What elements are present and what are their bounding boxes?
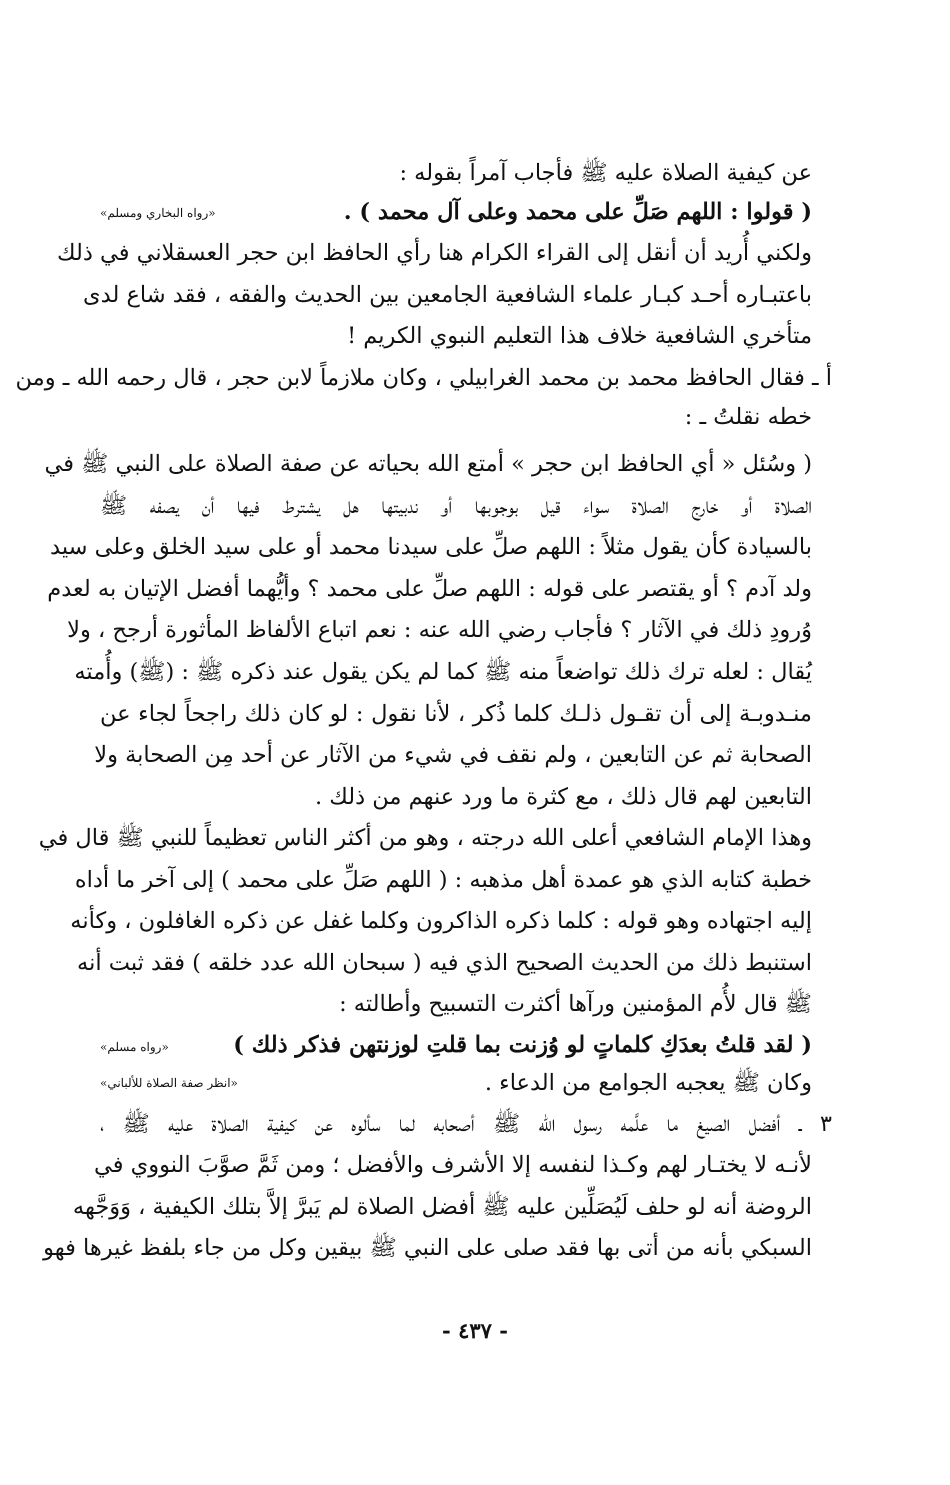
text-line-6: أ ـ فقال الحافظ محمد بن محمد الغرابيلي ، وكان ملازماً لابن حجر ، قال رحمه الله ـ ومن bbox=[15, 365, 832, 391]
text-line-20: استنبط ذلك من الحديث الصحيح الذي فيه ( سبحان الله عدد خلقه ) فقد ثبت أنه bbox=[77, 950, 812, 976]
text-line-10: بالسيادة كأن يقول مثلاً : اللهم صلِّ على سيدنا محمد أو على سيد الخلق وعلى سيد bbox=[50, 534, 812, 560]
text-line-4: باعتبـاره أحـد كبـار علماء الشافعية الجامعين بين الحديث والفقه ، فقد شاع لدى bbox=[83, 282, 812, 308]
source-reference-albani: «انظر صفة الصلاة للألباني» bbox=[100, 1076, 238, 1090]
source-reference-muslim: «رواه مسلم» bbox=[100, 1040, 169, 1054]
text-line-24: ٣ ـ أفضل الصيغ ما علَّمه رسول الله ﷺ أصحابه لما سألوه عن كيفية الصلاة عليه ﷺ ، bbox=[100, 1111, 832, 1137]
text-line-1: عن كيفية الصلاة عليه ﷺ فأجاب آمراً بقوله : bbox=[399, 160, 812, 186]
text-line-13: يُقال : لعله ترك ذلك تواضعاً منه ﷺ كما لم يكن يقول عند ذكره ﷺ : (ﷺ) وأُمته bbox=[74, 659, 812, 685]
text-line-17: وهذا الإمام الشافعي أعلى الله درجته ، وهو من أكثر الناس تعظيماً للنبي ﷺ قال في bbox=[38, 825, 812, 851]
source-reference-bukhari-muslim: «رواه البخاري ومسلم» bbox=[100, 206, 216, 220]
hadith-quote-line-2: ( لقد قلتُ بعدَكِ كلماتٍ لو وُزنت بما قلتِ لوزنتهن فذكر ذلك ) bbox=[233, 1032, 812, 1058]
text-line-23: وكان ﷺ يعجبه الجوامع من الدعاء . bbox=[484, 1070, 812, 1096]
text-line-16: التابعين لهم قال ذلك ، مع كثرة ما ورد عنهم من ذلك . bbox=[315, 784, 812, 810]
text-line-3: ولكني أُريد أن أنقل إلى القراء الكرام هنا رأي الحافظ ابن حجر العسقلاني في ذلك bbox=[57, 240, 812, 266]
text-line-19: إليه اجتهاده وهو قوله : كلما ذكره الذاكرون وكلما غفل عن ذكره الغافلون ، وكأنه bbox=[70, 908, 812, 934]
text-line-9: الصلاة أو خارج الصلاة سواء قيل بوجوبها أو ندبيتها هل يشترط فيها أن يصفه ﷺ bbox=[100, 493, 812, 519]
text-line-14: منـدوبـة إلى أن تقـول ذلـك كلما ذُكر ، لأنا نقول : لو كان ذلك راجحاً لجاء عن bbox=[100, 701, 812, 727]
text-line-11: ولد آدم ؟ أو يقتصر على قوله : اللهم صلِّ على محمد ؟ وأيُّهما أفضل الإتيان به لعدم bbox=[47, 576, 812, 602]
text-line-5: متأخري الشافعية خلاف هذا التعليم النبوي الكريم ! bbox=[347, 323, 812, 349]
text-line-7: خطه نقلتُ ـ : bbox=[684, 404, 812, 430]
text-line-12: وُرودِ ذلك في الآثار ؟ فأجاب رضي الله عنه : نعم اتباع الألفاظ المأثورة أرجح ، ولا bbox=[67, 617, 812, 643]
text-line-26: الروضة أنه لو حلف لَيُصَلِّين عليه ﷺ أفضل الصلاة لم يَبرَّ إلاَّ بتلك الكيفية ، وَوَجَّهه bbox=[72, 1194, 812, 1220]
text-line-27: السبكي بأنه من أتى بها فقد صلى على النبي ﷺ بيقين وكل من جاء بلفظ غيرها فهو bbox=[43, 1235, 812, 1261]
text-line-18: خطبة كتابه الذي هو عمدة أهل مذهبه : ( اللهم صَلِّ على محمد ) إلى آخر ما أداه bbox=[74, 867, 812, 893]
text-line-8: ( وسُئل « أي الحافظ ابن حجر » أمتع الله بحياته عن صفة الصلاة على النبي ﷺ في bbox=[44, 451, 812, 477]
text-line-21: ﷺ قال لأُم المؤمنين ورآها أكثرت التسبيح وأطالته : bbox=[339, 991, 812, 1017]
text-line-25: لأنـه لا يختـار لهم وكـذا لنفسه إلا الأشرف والأفضل ؛ ومن ثَمَّ صوَّبَ النووي في bbox=[93, 1152, 812, 1178]
text-line-15: الصحابة ثم عن التابعين ، ولم نقف في شيء من الآثار عن أحد مِن الصحابة ولا bbox=[94, 742, 812, 768]
page-number: - ٤٣٧ - bbox=[442, 1318, 508, 1343]
hadith-quote-line: ( قولوا : اللهم صَلِّ على محمد وعلى آل محمد ) . bbox=[343, 199, 812, 225]
